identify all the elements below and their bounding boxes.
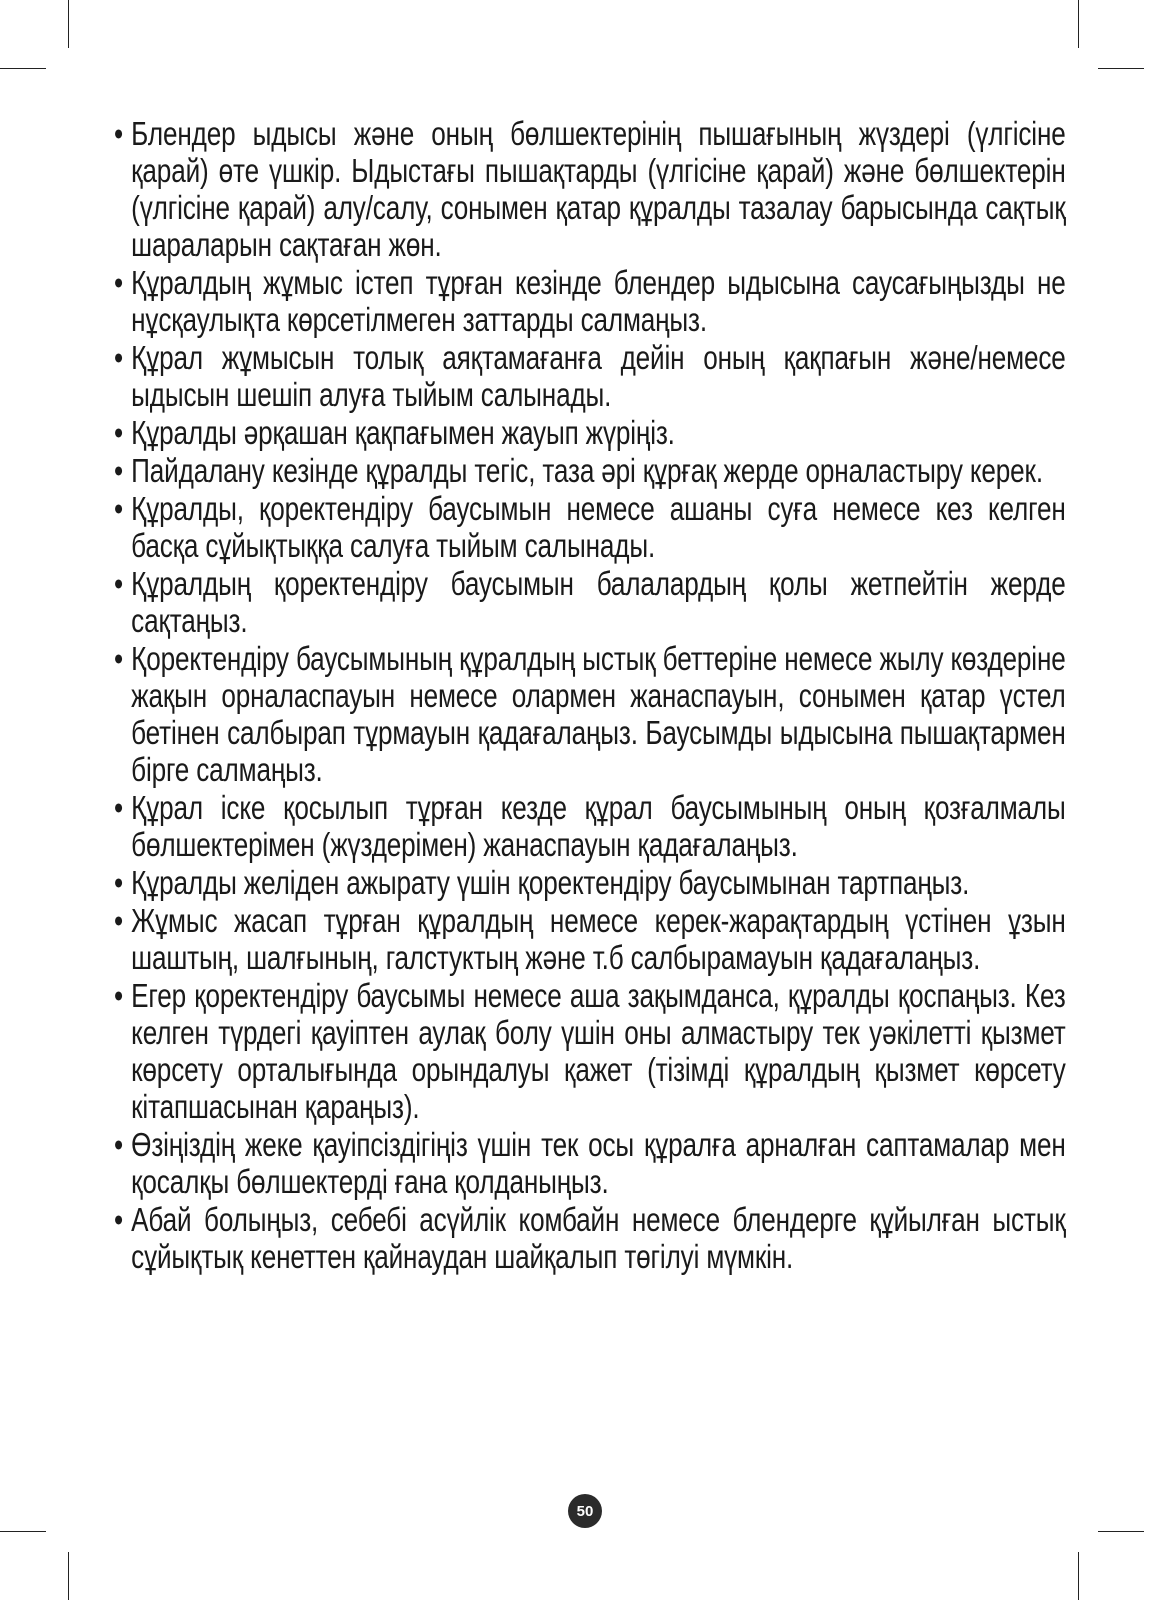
bullet-list: [114, 116, 1066, 1276]
bullet-dot: •: [114, 790, 123, 827]
list-item: [114, 453, 1066, 490]
bullet-dot: •: [114, 1127, 123, 1164]
list-item: [114, 566, 1066, 640]
page-number-badge: 50: [568, 1494, 602, 1528]
list-item: [114, 1202, 1066, 1276]
list-item-text: Құралдың жұмыс істеп тұрған кезінде блендер ыдысына саусағыңызды не нұсқаулықта көрсетілмеген заттарды салмаңыз.: [131, 265, 1066, 339]
list-item-text: Құралдың қоректендіру баусымын балалардың қолы жетпейтін жерде сақтаңыз.: [131, 566, 1066, 640]
list-item-text: Пайдалану кезінде құралды тегіс, таза әрі құрғақ жерде орналастыру керек.: [131, 453, 1043, 490]
crop-mark-top-left-vertical: [68, 0, 69, 48]
bullet-dot: •: [114, 566, 123, 603]
list-item-text: Құралды желіден ажырату үшін қоректендіру баусымынан тартпаңыз.: [131, 865, 970, 902]
list-item: [114, 978, 1066, 1126]
bullet-dot: •: [114, 491, 123, 528]
list-item-text: Өзіңіздің жеке қауіпсіздігіңіз үшін тек осы құралға арналған саптамалар мен қосалқы бөлшектерді ғана қолданыңыз.: [131, 1127, 1066, 1201]
bullet-dot: •: [114, 340, 123, 377]
list-item: [114, 340, 1066, 414]
crop-mark-top-right-vertical: [1078, 0, 1079, 48]
list-item: [114, 265, 1066, 339]
bullet-dot: •: [114, 265, 123, 302]
list-item: [114, 116, 1066, 264]
list-item-text: Құралды әрқашан қақпағымен жауып жүріңіз.: [131, 415, 675, 452]
crop-mark-bottom-right-vertical: [1078, 1552, 1079, 1600]
list-item-text: Құрал іске қосылып тұрған кезде құрал баусымының оның қозғалмалы бөлшектерімен (жүздерімен) жанаспауын қадағалаңыз.: [131, 790, 1066, 864]
crop-mark-top-left-horizontal: [0, 68, 46, 69]
list-item-text: Құралды, қоректендіру баусымын немесе ашаны суға немесе кез келген басқа сұйықтыққа салуға тыйым салынады.: [131, 491, 1066, 565]
list-item-text: Жұмыс жасап тұрған құралдың немесе керек-жарақтардың үстінен ұзын шаштың, шалғының, галстуктың және т.б салбырамауын қадағалаңыз.: [131, 903, 1066, 977]
list-item: [114, 641, 1066, 789]
list-item: [114, 415, 1066, 452]
crop-mark-bottom-left-vertical: [68, 1552, 69, 1600]
list-item-text: Блендер ыдысы және оның бөлшектерінің пышағының жүздері (үлгісіне қарай) өте үшкір. Ыдыстағы пышақтарды (үлгісіне қарай) және бөлшектерін (үлгісіне қарай) алу/салу, сонымен қатар құралды тазалау барысында сақтық шараларын сақтаған жөн.: [131, 116, 1066, 264]
crop-mark-top-right-horizontal: [1098, 68, 1144, 69]
list-item: [114, 790, 1066, 864]
bullet-dot: •: [114, 903, 123, 940]
list-item-text: Құрал жұмысын толық аяқтамағанға дейін оның қақпағын және/немесе ыдысын шешіп алуға тыйым салынады.: [131, 340, 1066, 414]
list-item-text: Егер қоректендіру баусымы немесе аша зақымданса, құралды қоспаңыз. Кез келген түрдегі қауіптен аулақ болу үшін оны алмастыру тек уәкілетті қызмет көрсету орталығында орындалуы қажет (тізімді құралдың қызмет көрсету кітапшасынан қараңыз).: [131, 978, 1066, 1126]
list-item-text: Қоректендіру баусымының құралдың ыстық беттеріне немесе жылу көздеріне жақын орналаспауын немесе олармен жанаспауын, сонымен қатар үстел бетінен салбырап тұрмауын қадағалаңыз. Баусымды ыдысына пышақтармен бірге салмаңыз.: [131, 641, 1066, 789]
bullet-dot: •: [114, 1202, 123, 1239]
bullet-dot: •: [114, 641, 123, 678]
safety-instructions: [114, 116, 1066, 1277]
list-item: [114, 1127, 1066, 1201]
bullet-dot: •: [114, 978, 123, 1015]
crop-mark-bottom-left-horizontal: [0, 1531, 46, 1532]
bullet-dot: •: [114, 116, 123, 153]
list-item: [114, 491, 1066, 565]
bullet-dot: •: [114, 415, 123, 452]
crop-mark-bottom-right-horizontal: [1098, 1531, 1144, 1532]
bullet-dot: •: [114, 865, 123, 902]
list-item: [114, 865, 1066, 902]
list-item: [114, 903, 1066, 977]
list-item-text: Абай болыңыз, себебі асүйлік комбайн немесе блендерге құйылған ыстық сұйықтық кенеттен қайнаудан шайқалып төгілуі мүмкін.: [131, 1202, 1066, 1276]
bullet-dot: •: [114, 453, 123, 490]
